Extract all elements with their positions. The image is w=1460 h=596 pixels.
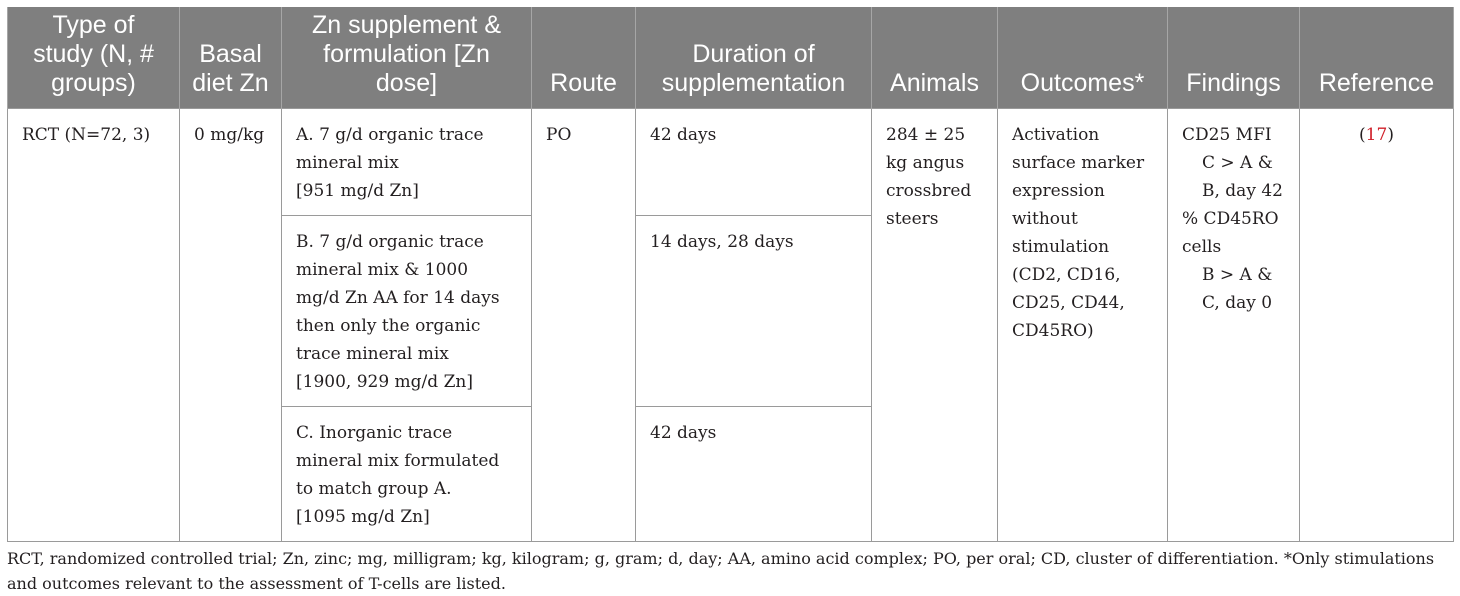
table-row <box>8 108 1454 215</box>
group-b-text: B. 7 g/d organic trace mineral mix & 1000 mg/d Zn AA for 14 days then only the organic trace mineral mix <box>296 231 500 364</box>
findings-line-2: C > A & B, day 42 <box>1202 152 1283 201</box>
group-a-text: A. 7 g/d organic trace mineral mix <box>296 124 484 173</box>
group-c-text: C. Inorganic trace mineral mix formulated to match group A. <box>296 422 500 499</box>
cell-reference <box>1300 108 1454 541</box>
cell-type-of-study: RCT (N=72, 3) <box>8 108 180 541</box>
header-duration: Duration of supplementation <box>636 7 872 108</box>
reference-open: ( <box>1359 124 1366 145</box>
cell-outcomes: Activation surface marker expression without stimulation (CD2, CD16, CD25, CD44, CD45RO) <box>998 108 1168 541</box>
header-route: Route <box>532 7 636 108</box>
group-b-dose: [1900, 929 mg/d Zn] <box>296 371 473 392</box>
cell-group-a-duration: 42 days <box>636 108 872 215</box>
header-zn-supplement: Zn supplement & formulation [Zn dose] <box>282 7 532 108</box>
cell-findings <box>1168 108 1300 541</box>
header-type-of-study: Type of study (N, # groups) <box>8 7 180 108</box>
cell-group-c-supplement <box>282 406 532 541</box>
findings-line-3: % CD45RO cells <box>1182 208 1279 257</box>
cell-basal-diet: 0 mg/kg <box>180 108 282 541</box>
findings-line-1: CD25 MFI <box>1182 124 1272 145</box>
group-c-dose: [1095 mg/d Zn] <box>296 506 430 527</box>
header-findings: Findings <box>1168 7 1300 108</box>
reference-close: ) <box>1387 124 1394 145</box>
header-outcomes: Outcomes* <box>998 7 1168 108</box>
table-container <box>7 7 1453 542</box>
findings-line-4: B > A & C, day 0 <box>1202 264 1273 313</box>
reference-link[interactable]: 17 <box>1365 124 1388 145</box>
group-a-dose: [951 mg/d Zn] <box>296 180 419 201</box>
zinc-study-table <box>7 7 1454 542</box>
cell-group-b-supplement <box>282 215 532 406</box>
header-row <box>8 7 1454 108</box>
header-reference: Reference <box>1300 7 1454 108</box>
header-basal-diet: Basal diet Zn <box>180 7 282 108</box>
cell-group-a-supplement <box>282 108 532 215</box>
header-animals: Animals <box>872 7 998 108</box>
cell-group-c-duration: 42 days <box>636 406 872 541</box>
cell-route: PO <box>532 108 636 541</box>
cell-animals: 284 ± 25 kg angus crossbred steers <box>872 108 998 541</box>
table-footnote: RCT, randomized controlled trial; Zn, zinc; mg, milligram; kg, kilogram; g, gram; d, day; AA, amino acid complex; PO, per oral; CD, cluster of differentiation. *Only stimulations and outcomes relevant to the assessment of T-cells are listed. <box>7 549 1435 593</box>
cell-group-b-duration: 14 days, 28 days <box>636 215 872 406</box>
